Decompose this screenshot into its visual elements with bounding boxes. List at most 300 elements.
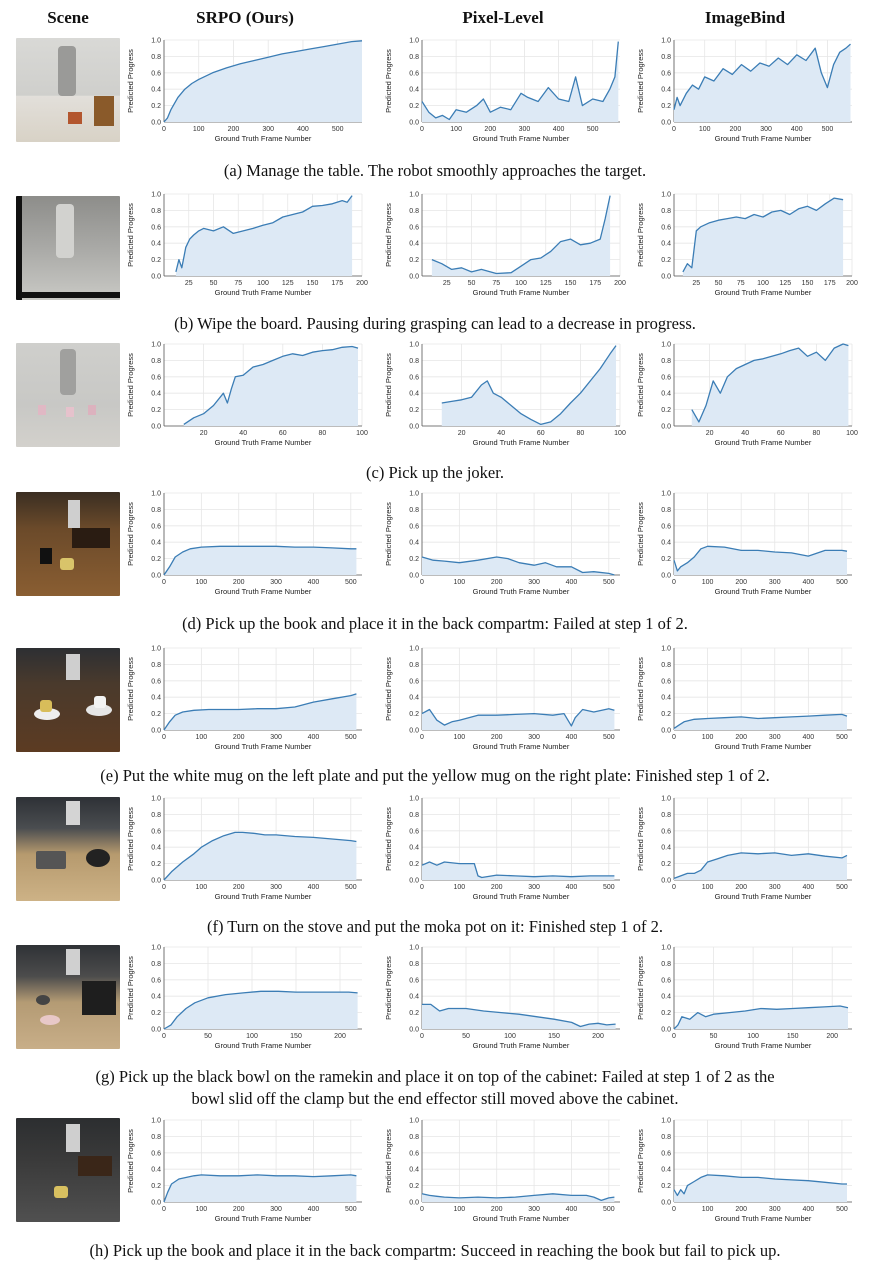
- x-tick-label: 100: [515, 280, 527, 287]
- chart-c-srpo: [120, 338, 370, 450]
- x-tick-label: 80: [576, 430, 585, 437]
- progress-area: [674, 714, 847, 730]
- y-tick-label: 0.8: [409, 811, 419, 819]
- x-tick-label: 500: [344, 734, 357, 741]
- y-tick-label: 0.2: [661, 1183, 671, 1191]
- y-axis-label: Predicted Progress: [636, 353, 645, 417]
- y-axis-label: Predicted Progress: [384, 203, 393, 267]
- chart-e-pixel-level: [378, 642, 628, 754]
- x-tick-label: 500: [836, 734, 848, 741]
- x-tick-label: 500: [836, 884, 848, 891]
- progress-area: [164, 991, 358, 1029]
- caption-h: (h) Pick up the book and place it in the back compartm: Succeed in reaching the book but fail to pick up.: [89, 1241, 781, 1260]
- x-axis-label: Ground Truth Frame Number: [714, 288, 812, 297]
- x-tick-label: 25: [184, 280, 193, 287]
- y-axis-label: Predicted Progress: [126, 49, 135, 113]
- y-tick-label: 0.0: [661, 273, 671, 281]
- x-tick-label: 200: [356, 280, 368, 287]
- y-tick-label: 1.0: [151, 191, 161, 199]
- x-tick-label: 0: [420, 579, 424, 586]
- y-axis-label: Predicted Progress: [384, 956, 393, 1020]
- y-tick-label: 0.8: [151, 207, 161, 215]
- y-tick-label: 0.2: [151, 103, 161, 111]
- y-tick-label: 0.2: [661, 556, 671, 564]
- chart-f-pixel-level: [378, 792, 628, 904]
- x-tick-label: 400: [307, 884, 320, 891]
- y-tick-label: 0.2: [151, 711, 161, 719]
- y-axis-label: Predicted Progress: [636, 203, 645, 267]
- x-tick-label: 200: [232, 1206, 245, 1213]
- x-tick-label: 200: [735, 884, 748, 891]
- chart-b-srpo: [120, 188, 370, 300]
- y-tick-label: 1.0: [151, 490, 161, 498]
- y-tick-label: 0.0: [409, 877, 419, 885]
- chart-a-srpo: [120, 34, 370, 146]
- x-tick-label: 300: [270, 734, 282, 741]
- chart-c-imagebind: [630, 338, 860, 450]
- scene-image-f: [16, 797, 120, 901]
- x-tick-label: 0: [420, 1206, 424, 1213]
- y-tick-label: 0.2: [409, 711, 419, 719]
- x-tick-label: 300: [518, 126, 531, 133]
- y-tick-label: 0.8: [409, 207, 419, 215]
- x-tick-label: 100: [453, 734, 466, 741]
- x-tick-label: 50: [467, 280, 476, 287]
- y-tick-label: 0.6: [409, 828, 419, 836]
- caption-b: (b) Wipe the board. Pausing during grasping can lead to a decrease in progress.: [174, 314, 696, 333]
- chart-h-pixel-level: [378, 1114, 628, 1226]
- y-tick-label: 0.6: [661, 828, 671, 836]
- progress-area: [422, 709, 614, 730]
- y-tick-label: 0.0: [151, 423, 161, 431]
- y-tick-label: 1.0: [661, 191, 671, 199]
- x-tick-label: 100: [614, 430, 626, 437]
- y-tick-label: 1.0: [409, 37, 419, 45]
- x-tick-label: 300: [768, 1206, 781, 1213]
- x-axis-label: Ground Truth Frame Number: [472, 1041, 570, 1050]
- x-tick-label: 400: [802, 734, 815, 741]
- x-tick-label: 100: [701, 579, 714, 586]
- y-axis-label: Predicted Progress: [636, 1129, 645, 1193]
- x-tick-label: 40: [741, 430, 750, 437]
- x-tick-label: 0: [420, 1033, 424, 1040]
- chart-h-srpo: [120, 1114, 370, 1226]
- x-tick-label: 25: [442, 280, 451, 287]
- y-axis-label: Predicted Progress: [636, 657, 645, 721]
- y-tick-label: 0.8: [151, 960, 161, 968]
- chart-b-pixel-level: [378, 188, 628, 300]
- y-tick-label: 1.0: [661, 795, 671, 803]
- y-tick-label: 1.0: [409, 1117, 419, 1125]
- x-axis-label: Ground Truth Frame Number: [214, 438, 312, 447]
- y-tick-label: 1.0: [409, 191, 419, 199]
- x-axis-label: Ground Truth Frame Number: [472, 438, 570, 447]
- y-tick-label: 1.0: [409, 645, 419, 653]
- x-tick-label: 0: [162, 126, 166, 133]
- y-tick-label: 0.8: [661, 960, 671, 968]
- y-tick-label: 0.2: [409, 1183, 419, 1191]
- y-tick-label: 1.0: [151, 645, 161, 653]
- x-tick-label: 75: [234, 280, 243, 287]
- x-tick-label: 400: [802, 1206, 815, 1213]
- y-tick-label: 0.6: [151, 374, 161, 382]
- x-tick-label: 50: [714, 280, 723, 287]
- y-tick-label: 0.6: [151, 1150, 161, 1158]
- header-pixel-level: Pixel-Level: [462, 8, 544, 27]
- x-tick-label: 200: [729, 126, 742, 133]
- x-axis-label: Ground Truth Frame Number: [472, 742, 570, 751]
- y-tick-label: 0.2: [409, 407, 419, 415]
- y-tick-label: 1.0: [409, 490, 419, 498]
- x-tick-label: 0: [162, 884, 166, 891]
- header-srpo: SRPO (Ours): [196, 8, 294, 27]
- caption-a: (a) Manage the table. The robot smoothly approaches the target.: [223, 161, 647, 180]
- x-tick-label: 400: [802, 884, 815, 891]
- y-tick-label: 0.8: [661, 506, 671, 514]
- x-tick-label: 0: [162, 734, 166, 741]
- y-tick-label: 0.4: [151, 240, 161, 248]
- y-axis-label: Predicted Progress: [384, 353, 393, 417]
- x-tick-label: 40: [239, 430, 248, 437]
- x-axis-label: Ground Truth Frame Number: [214, 742, 312, 751]
- x-tick-label: 300: [768, 734, 781, 741]
- x-tick-label: 60: [536, 430, 545, 437]
- scene-image-h: [16, 1118, 120, 1222]
- y-axis-label: Predicted Progress: [636, 807, 645, 871]
- y-tick-label: 0.4: [661, 539, 671, 547]
- y-tick-label: 0.4: [151, 539, 161, 547]
- x-tick-label: 100: [846, 430, 858, 437]
- x-tick-label: 60: [776, 430, 785, 437]
- y-tick-label: 0.6: [661, 523, 671, 531]
- x-tick-label: 100: [453, 1206, 466, 1213]
- caption-g-line2: bowl slid off the clamp but the end effector still moved above the cabinet.: [191, 1089, 679, 1108]
- x-tick-label: 300: [528, 734, 540, 741]
- y-axis-label: Predicted Progress: [384, 502, 393, 566]
- x-tick-label: 100: [257, 280, 269, 287]
- x-tick-label: 500: [344, 579, 357, 586]
- x-tick-label: 400: [565, 884, 578, 891]
- y-tick-label: 0.8: [151, 661, 161, 669]
- x-tick-label: 400: [307, 579, 320, 586]
- y-tick-label: 0.2: [409, 556, 419, 564]
- x-tick-label: 200: [592, 1033, 604, 1040]
- y-tick-label: 0.6: [151, 977, 161, 985]
- y-tick-label: 0.6: [661, 977, 671, 985]
- chart-a-imagebind: [630, 34, 860, 146]
- x-tick-label: 200: [334, 1033, 346, 1040]
- x-tick-label: 50: [204, 1033, 212, 1040]
- x-tick-label: 50: [709, 1033, 718, 1040]
- y-tick-label: 0.0: [661, 1026, 671, 1034]
- progress-area: [184, 347, 358, 427]
- x-tick-label: 0: [672, 1033, 676, 1040]
- y-tick-label: 1.0: [151, 341, 161, 349]
- y-axis-label: Predicted Progress: [636, 49, 645, 113]
- y-tick-label: 0.6: [151, 828, 161, 836]
- x-tick-label: 200: [490, 1206, 503, 1213]
- chart-f-imagebind: [630, 792, 860, 904]
- x-tick-label: 20: [457, 430, 466, 437]
- y-tick-label: 0.4: [151, 844, 161, 852]
- chart-a-pixel-level: [378, 34, 628, 146]
- y-tick-label: 0.4: [151, 1166, 161, 1174]
- x-axis-label: Ground Truth Frame Number: [714, 134, 812, 143]
- y-tick-label: 0.6: [661, 1150, 671, 1158]
- x-tick-label: 0: [672, 734, 676, 741]
- y-tick-label: 0.6: [151, 70, 161, 78]
- y-tick-label: 0.8: [151, 53, 161, 61]
- x-tick-label: 150: [786, 1033, 799, 1040]
- y-axis-label: Predicted Progress: [126, 203, 135, 267]
- x-tick-label: 75: [492, 280, 501, 287]
- x-tick-label: 25: [692, 280, 701, 287]
- y-tick-label: 0.4: [409, 694, 419, 702]
- x-axis-label: Ground Truth Frame Number: [472, 587, 570, 596]
- progress-area: [674, 1175, 847, 1202]
- y-tick-label: 0.4: [151, 86, 161, 94]
- y-tick-label: 0.8: [661, 207, 671, 215]
- x-tick-label: 500: [586, 126, 599, 133]
- y-tick-label: 1.0: [409, 795, 419, 803]
- y-axis-label: Predicted Progress: [126, 502, 135, 566]
- y-tick-label: 0.4: [661, 993, 671, 1001]
- x-tick-label: 100: [192, 126, 205, 133]
- y-axis-label: Predicted Progress: [126, 956, 135, 1020]
- x-axis-label: Ground Truth Frame Number: [214, 587, 312, 596]
- x-tick-label: 500: [344, 1206, 357, 1213]
- y-tick-label: 0.0: [661, 119, 671, 127]
- y-tick-label: 0.4: [661, 86, 671, 94]
- y-axis-label: Predicted Progress: [126, 353, 135, 417]
- x-tick-label: 50: [209, 280, 218, 287]
- y-tick-label: 0.8: [151, 506, 161, 514]
- x-tick-label: 300: [270, 884, 282, 891]
- x-tick-label: 300: [768, 579, 781, 586]
- x-tick-label: 100: [698, 126, 711, 133]
- progress-area: [674, 44, 851, 122]
- chart-d-pixel-level: [378, 487, 628, 599]
- x-tick-label: 0: [162, 1033, 166, 1040]
- x-tick-label: 400: [802, 579, 815, 586]
- x-tick-label: 500: [602, 579, 615, 586]
- y-tick-label: 0.2: [661, 257, 671, 265]
- chart-d-srpo: [120, 487, 370, 599]
- x-tick-label: 100: [453, 579, 466, 586]
- y-tick-label: 0.4: [409, 844, 419, 852]
- x-tick-label: 0: [672, 126, 676, 133]
- x-tick-label: 200: [846, 280, 858, 287]
- x-axis-label: Ground Truth Frame Number: [214, 1041, 312, 1050]
- x-tick-label: 100: [195, 734, 208, 741]
- x-tick-label: 150: [548, 1033, 560, 1040]
- x-tick-label: 300: [760, 126, 772, 133]
- y-tick-label: 0.0: [151, 572, 161, 580]
- y-tick-label: 0.6: [151, 678, 161, 686]
- x-tick-label: 100: [195, 1206, 208, 1213]
- progress-area: [422, 42, 618, 122]
- y-tick-label: 0.0: [661, 572, 671, 580]
- x-tick-label: 200: [232, 579, 245, 586]
- x-tick-label: 400: [565, 579, 578, 586]
- x-tick-label: 200: [490, 734, 503, 741]
- y-axis-label: Predicted Progress: [384, 1129, 393, 1193]
- y-axis-label: Predicted Progress: [636, 502, 645, 566]
- y-tick-label: 1.0: [661, 490, 671, 498]
- y-tick-label: 0.2: [409, 861, 419, 869]
- x-tick-label: 200: [735, 1206, 748, 1213]
- y-tick-label: 0.8: [409, 1133, 419, 1141]
- y-tick-label: 0.0: [151, 119, 161, 127]
- x-tick-label: 175: [823, 280, 836, 287]
- x-tick-label: 400: [552, 126, 565, 133]
- x-tick-label: 150: [564, 280, 577, 287]
- chart-g-imagebind: [630, 941, 860, 1053]
- x-tick-label: 175: [589, 280, 602, 287]
- chart-h-imagebind: [630, 1114, 860, 1226]
- x-tick-label: 60: [278, 430, 287, 437]
- y-tick-label: 0.8: [661, 1133, 671, 1141]
- x-tick-label: 20: [705, 430, 714, 437]
- y-tick-label: 0.6: [409, 374, 419, 382]
- x-axis-label: Ground Truth Frame Number: [214, 1214, 312, 1223]
- x-tick-label: 80: [812, 430, 821, 437]
- progress-area: [164, 546, 356, 575]
- caption-g-line1: (g) Pick up the black bowl on the ramekin and place it on top of the cabinet: Failed at step 1 of 2 as the: [95, 1067, 775, 1086]
- caption-e: (e) Put the white mug on the left plate and put the yellow mug on the right plate: Finished step 1 of 2.: [100, 766, 770, 785]
- y-tick-label: 0.8: [151, 1133, 161, 1141]
- y-tick-label: 0.0: [151, 727, 161, 735]
- progress-area: [442, 346, 616, 426]
- x-tick-label: 100: [747, 1033, 759, 1040]
- x-tick-label: 20: [199, 430, 208, 437]
- y-tick-label: 0.2: [151, 1010, 161, 1018]
- y-tick-label: 0.2: [151, 861, 161, 869]
- y-tick-label: 0.6: [409, 523, 419, 531]
- x-tick-label: 100: [504, 1033, 516, 1040]
- y-tick-label: 0.4: [661, 844, 671, 852]
- x-tick-label: 500: [344, 884, 357, 891]
- y-tick-label: 1.0: [661, 1117, 671, 1125]
- y-tick-label: 0.0: [661, 423, 671, 431]
- y-tick-label: 0.6: [661, 70, 671, 78]
- x-tick-label: 200: [484, 126, 497, 133]
- y-tick-label: 0.4: [661, 1166, 671, 1174]
- chart-b-imagebind: [630, 188, 860, 300]
- y-tick-label: 0.6: [151, 523, 161, 531]
- x-tick-label: 0: [672, 1206, 676, 1213]
- x-tick-label: 400: [565, 1206, 578, 1213]
- y-tick-label: 0.8: [409, 53, 419, 61]
- x-tick-label: 200: [490, 579, 503, 586]
- x-tick-label: 100: [450, 126, 462, 133]
- header-imagebind: ImageBind: [704, 8, 786, 27]
- x-tick-label: 0: [162, 1206, 166, 1213]
- y-tick-label: 0.0: [151, 1199, 161, 1207]
- y-tick-label: 0.8: [151, 811, 161, 819]
- y-tick-label: 0.2: [661, 861, 671, 869]
- y-tick-label: 1.0: [151, 944, 161, 952]
- caption-c: (c) Pick up the joker.: [366, 463, 504, 482]
- y-tick-label: 0.4: [409, 240, 419, 248]
- y-axis-label: Predicted Progress: [126, 657, 135, 721]
- y-tick-label: 0.4: [661, 694, 671, 702]
- x-axis-label: Ground Truth Frame Number: [472, 288, 570, 297]
- x-tick-label: 500: [331, 126, 344, 133]
- x-tick-label: 0: [420, 126, 424, 133]
- y-tick-label: 0.6: [151, 224, 161, 232]
- caption-f: (f) Turn on the stove and put the moka pot on it: Finished step 1 of 2.: [206, 917, 663, 936]
- y-tick-label: 0.0: [409, 1199, 419, 1207]
- y-axis-label: Predicted Progress: [384, 807, 393, 871]
- y-tick-label: 0.0: [151, 877, 161, 885]
- y-tick-label: 0.0: [409, 273, 419, 281]
- y-tick-label: 0.4: [409, 1166, 419, 1174]
- y-tick-label: 1.0: [661, 37, 671, 45]
- caption-d: (d) Pick up the book and place it in the back compartm: Failed at step 1 of 2.: [182, 614, 688, 633]
- x-tick-label: 0: [162, 579, 166, 586]
- scene-image-e: [16, 648, 120, 752]
- x-tick-label: 500: [836, 579, 848, 586]
- x-tick-label: 100: [246, 1033, 258, 1040]
- x-tick-label: 300: [270, 1206, 282, 1213]
- x-axis-label: Ground Truth Frame Number: [714, 1041, 812, 1050]
- scene-image-c: [16, 343, 120, 447]
- header-scene: Scene: [47, 8, 89, 27]
- x-tick-label: 300: [262, 126, 275, 133]
- y-tick-label: 0.6: [409, 1150, 419, 1158]
- x-tick-label: 200: [232, 734, 245, 741]
- progress-area: [164, 832, 356, 880]
- x-tick-label: 500: [836, 1206, 848, 1213]
- y-tick-label: 0.2: [661, 1010, 671, 1018]
- y-axis-label: Predicted Progress: [126, 1129, 135, 1193]
- x-tick-label: 500: [821, 126, 834, 133]
- x-tick-label: 40: [497, 430, 506, 437]
- x-axis-label: Ground Truth Frame Number: [714, 1214, 812, 1223]
- progress-area: [674, 1006, 848, 1029]
- y-tick-label: 0.2: [151, 407, 161, 415]
- y-tick-label: 0.4: [409, 86, 419, 94]
- y-tick-label: 0.4: [409, 539, 419, 547]
- x-tick-label: 150: [306, 280, 319, 287]
- x-tick-label: 100: [195, 884, 208, 891]
- x-tick-label: 400: [790, 126, 803, 133]
- y-axis-label: Predicted Progress: [126, 807, 135, 871]
- x-tick-label: 100: [195, 579, 208, 586]
- y-tick-label: 1.0: [409, 341, 419, 349]
- y-tick-label: 1.0: [661, 341, 671, 349]
- y-tick-label: 0.2: [661, 711, 671, 719]
- y-tick-label: 0.0: [409, 1026, 419, 1034]
- y-tick-label: 1.0: [151, 37, 161, 45]
- progress-area: [164, 41, 362, 122]
- chart-g-pixel-level: [378, 941, 628, 1053]
- y-tick-label: 0.4: [661, 240, 671, 248]
- y-tick-label: 0.2: [409, 103, 419, 111]
- x-tick-label: 0: [420, 734, 424, 741]
- y-tick-label: 0.8: [409, 506, 419, 514]
- y-tick-label: 0.2: [409, 257, 419, 265]
- y-tick-label: 0.0: [661, 727, 671, 735]
- x-axis-label: Ground Truth Frame Number: [214, 288, 312, 297]
- x-tick-label: 400: [297, 126, 309, 133]
- x-tick-label: 500: [602, 734, 615, 741]
- chart-f-srpo: [120, 792, 370, 904]
- y-tick-label: 0.0: [409, 119, 419, 127]
- progress-area: [176, 196, 352, 276]
- x-axis-label: Ground Truth Frame Number: [472, 892, 570, 901]
